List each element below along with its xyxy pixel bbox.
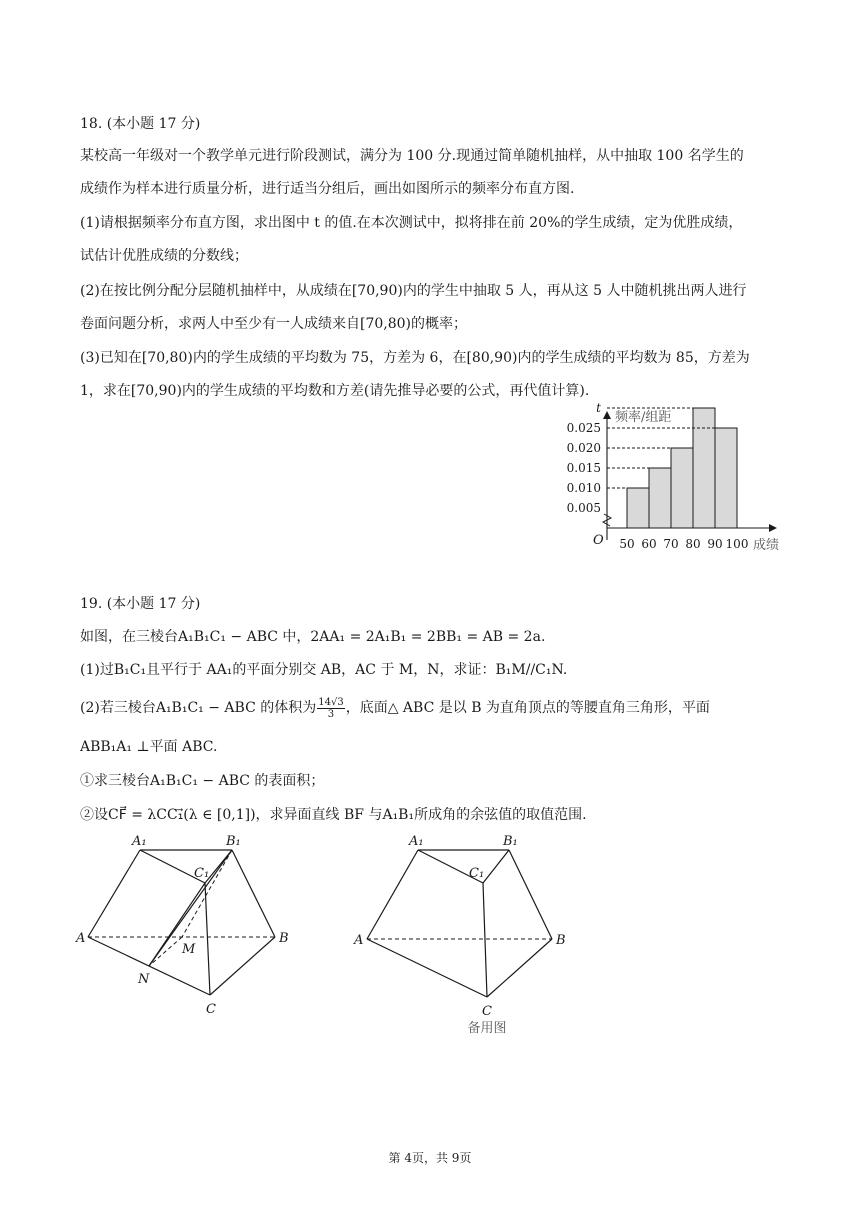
x-axis-label: 成绩 [753, 538, 780, 553]
q19-line-2: (1)过B₁C₁且平行于 AA₁的平面分别交 AB，AC 于 M，N，求证：B₁M//C₁N. [80, 662, 568, 678]
page-footer: 第 4页，共 9页 [388, 1151, 472, 1165]
histogram-bar [649, 468, 671, 528]
y-tick-label: 0.025 [566, 421, 601, 435]
frustum-figure-1 [70, 825, 310, 1025]
frustum-figure-2 [345, 825, 585, 1040]
q18-line-4: 试估计优胜成绩的分数线； [80, 248, 248, 264]
edge-a-a1 [367, 850, 418, 939]
origin-label: O [593, 533, 604, 548]
edge-c-c1 [205, 883, 210, 995]
edge-b1-c1 [483, 850, 509, 883]
label-a: A [76, 931, 86, 946]
q18-line-8: 1，求在[70,90)内的学生成绩的平均数和方差(请先推导必要的公式，再代值计算). [80, 383, 590, 399]
x-tick-label: 100 [725, 537, 749, 551]
x-tick-label: 70 [663, 537, 679, 551]
label-n: N [138, 972, 150, 987]
label-b1: B₁ [503, 834, 518, 849]
label-a1: A₁ [132, 834, 147, 849]
volume-fraction-numerator: 14√3 [318, 696, 344, 708]
q19-line-5: ①求三棱台A₁B₁C₁ − ABC 的表面积； [80, 773, 325, 789]
edge-c1-n [149, 883, 205, 966]
label-b: B [279, 931, 289, 946]
q18-line-7: (3)已知在[70,80)内的学生成绩的平均数为 75，方差为 6，在[80,90)内的学生成绩的平均数为 85，方差为 [80, 350, 750, 366]
histogram-bar [693, 408, 715, 528]
x-tick-label: 50 [619, 537, 635, 551]
q19-line-3 [80, 695, 780, 721]
edge-a-a1 [88, 850, 140, 937]
edge-b-b1 [509, 850, 552, 939]
q18-line-2: 成绩作为样本进行质量分析，进行适当分组后，画出如图所示的频率分布直方图. [80, 181, 575, 197]
axis-break [603, 514, 611, 526]
q19-heading: 19. (本小题 17 分) [80, 596, 201, 612]
q18-heading: 18. (本小题 17 分) [80, 116, 201, 132]
q18-line-6: 卷面问题分析，求两人中至少有一人成绩来自[70,80)的概率； [80, 316, 468, 332]
volume-fraction-denominator: 3 [327, 708, 335, 720]
y-tick-label: t [596, 403, 601, 415]
edge-b-b1 [232, 850, 275, 937]
label-c: C [482, 1004, 492, 1019]
x-tick-label: 90 [707, 537, 723, 551]
q19-line-3-b: ，底面△ ABC 是以 B 为直角顶点的等腰直角三角形，平面 [345, 700, 710, 716]
y-axis-arrow [603, 411, 611, 419]
q18-line-3: (1)请根据频率分布直方图，求出图中 t 的值.在本次测试中，拟将排在前 20%的学生成绩，定为优胜成绩， [80, 215, 743, 231]
label-b: B [556, 933, 566, 948]
y-tick-label: 0.015 [566, 461, 601, 475]
label-b1: B₁ [226, 834, 241, 849]
label-c1: C₁ [469, 866, 485, 881]
q18-line-1: 某校高一年级对一个教学单元进行阶段测试，满分为 100 分.现通过简单随机抽样，从中抽取 100 名学生的 [80, 148, 744, 164]
label-c: C [206, 1002, 216, 1017]
x-axis-arrow [769, 524, 777, 532]
histogram-bar [715, 428, 737, 528]
edge-b-c [487, 939, 552, 997]
q18-line-5: (2)在按比例分配分层随机抽样中，从成绩在[70,90)内的学生中抽取 5 人，再从这 5 人中随机挑出两人进行 [80, 283, 747, 299]
label-m: M [182, 942, 196, 957]
label-a: A [354, 933, 364, 948]
y-tick-label: 0.005 [566, 501, 601, 515]
y-axis-label: 频率/组距 [615, 410, 672, 425]
volume-fraction [317, 697, 344, 720]
label-c1: C₁ [194, 866, 210, 881]
q19-line-4: ABB₁A₁ ⊥平面 ABC. [80, 739, 218, 755]
q19-line-6: ②设CF⃗ = λCC₁⃗(λ ∈ [0,1])，求异面直线 BF 与A₁B₁所成角的余弦值的取值范围. [80, 807, 587, 823]
edge-c-c1 [483, 883, 487, 997]
y-tick-label: 0.020 [566, 441, 601, 455]
label-a1: A₁ [409, 834, 424, 849]
y-tick-label: 0.010 [566, 481, 601, 495]
edge-b-c [210, 937, 275, 995]
x-tick-label: 80 [685, 537, 701, 551]
edge-a-c [367, 939, 487, 997]
q19-line-1: 如图，在三棱台A₁B₁C₁ − ABC 中，2AA₁ = 2A₁B₁ = 2BB₁ = AB = 2a. [80, 629, 546, 645]
histogram-chart [555, 403, 795, 563]
histogram-bar [627, 488, 649, 528]
x-tick-label: 60 [641, 537, 657, 551]
q19-line-3-a: (2)若三棱台A₁B₁C₁ − ABC 的体积为 [80, 700, 317, 716]
figure-caption: 备用图 [467, 1021, 507, 1036]
histogram-bar [671, 448, 693, 528]
